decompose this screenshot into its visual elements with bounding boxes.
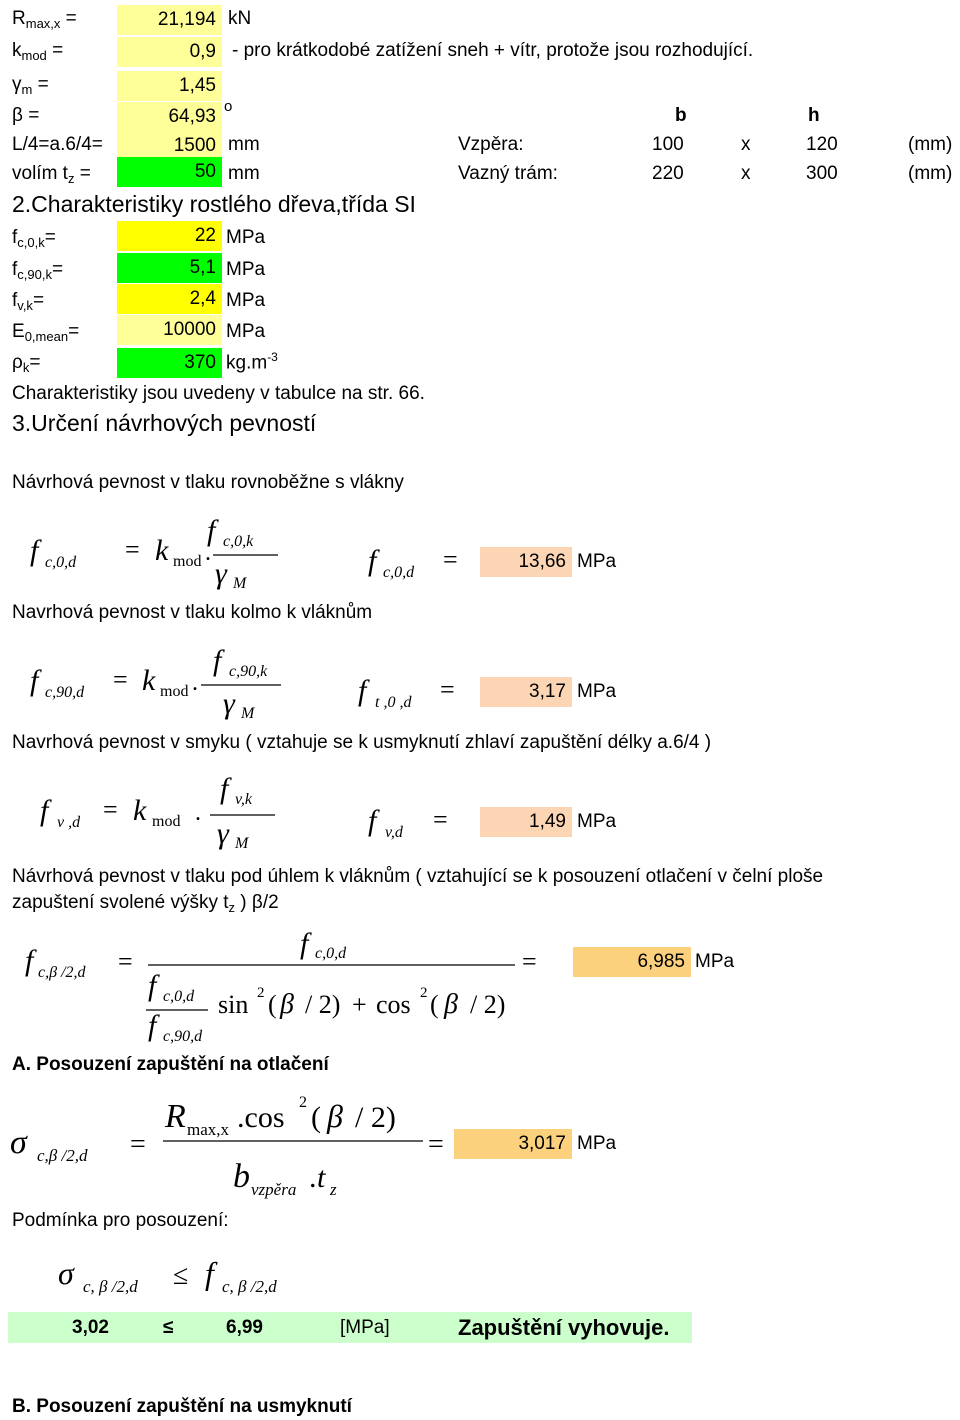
svg-text:M: M bbox=[233, 575, 247, 590]
beam-b: 220 bbox=[652, 163, 684, 184]
svg-text:2: 2 bbox=[257, 985, 265, 1001]
char-label: $f_{v,k}=$ bbox=[12, 290, 45, 313]
svg-text:b: b bbox=[233, 1158, 250, 1195]
svg-text:k: k bbox=[155, 534, 169, 567]
strut-x: x bbox=[741, 134, 751, 155]
char-note: Charakteristiky jsou uvedeny v tabulce na str. 66. bbox=[12, 383, 425, 404]
svg-text:c,0,d: c,0,d bbox=[163, 988, 195, 1005]
sectionB-title: B. Posouzení zapuštění na usmyknutí bbox=[12, 1396, 352, 1417]
svg-text:c, β /2,d: c, β /2,d bbox=[83, 1277, 138, 1296]
svg-text:f: f bbox=[30, 664, 39, 697]
svg-text:c,β /2,d: c,β /2,d bbox=[37, 1146, 88, 1165]
strut-label: Vzpěra: bbox=[458, 134, 524, 155]
svg-text:(: ( bbox=[268, 990, 277, 1019]
result-fc90d: 3,17 bbox=[480, 677, 572, 707]
check-left-value: 3,02 bbox=[72, 1317, 109, 1338]
condition-label: Podmínka pro posouzení: bbox=[12, 1210, 229, 1231]
param-label: β = bbox=[12, 105, 40, 126]
svg-text:R: R bbox=[165, 1098, 186, 1135]
svg-text:vzpěra: vzpěra bbox=[251, 1180, 297, 1199]
section2-title: 2.Charakteristiky rostlého dřeva,třída SI bbox=[12, 191, 416, 217]
svg-text:.: . bbox=[205, 540, 211, 566]
param-unit: mm bbox=[228, 163, 260, 184]
char-label: $f_{c,0,k}=$ bbox=[12, 227, 56, 250]
param-value: 50 bbox=[117, 157, 222, 187]
formula-fc-beta bbox=[20, 925, 550, 1055]
svg-text:mod: mod bbox=[152, 813, 181, 830]
svg-text:/ 2): / 2) bbox=[470, 990, 506, 1019]
svg-text:/ 2): / 2) bbox=[355, 1101, 396, 1134]
char-label: $\rho_k=$ bbox=[12, 352, 41, 375]
svg-text:f: f bbox=[40, 794, 49, 827]
svg-text:γ: γ bbox=[217, 817, 229, 850]
svg-text:cos: cos bbox=[376, 990, 411, 1019]
svg-text:=: = bbox=[522, 947, 537, 976]
char-value: 10000 bbox=[117, 315, 222, 345]
svg-text:f: f bbox=[300, 927, 309, 960]
check-row bbox=[8, 1312, 692, 1343]
desc-shear: Navrhová pevnost v smyku ( vztahuje se k usmyknutí zhlaví zapuštění délky a.6/4 ) bbox=[12, 732, 712, 753]
svg-text:≤: ≤ bbox=[173, 1260, 189, 1291]
svg-text:v,k: v,k bbox=[235, 791, 253, 808]
char-unit: MPa bbox=[226, 321, 266, 342]
param-unit: - pro krátkodobé zatížení sneh + vítr, protože jsou rozhodující. bbox=[232, 40, 754, 61]
svg-text:f: f bbox=[207, 514, 216, 547]
char-value: 22 bbox=[117, 221, 222, 251]
svg-text:f: f bbox=[368, 544, 377, 577]
formula-fvd bbox=[35, 770, 295, 850]
param-label: $\gamma_m$ = bbox=[12, 74, 49, 97]
formula-condition bbox=[55, 1248, 315, 1308]
result-sigma-unit: MPa bbox=[577, 1133, 617, 1154]
svg-text:v,d: v,d bbox=[385, 824, 403, 841]
svg-text:γ: γ bbox=[215, 557, 227, 590]
check-sign: ≤ bbox=[163, 1317, 174, 1338]
param-unit: kN bbox=[228, 8, 252, 29]
svg-text:=: = bbox=[103, 795, 118, 824]
beam-label: Vazný trám: bbox=[458, 163, 558, 184]
char-value: 2,4 bbox=[117, 284, 222, 314]
param-value: 0,9 bbox=[117, 37, 222, 67]
char-label: $f_{c,90,k}=$ bbox=[12, 259, 64, 282]
sectionA-title: A. Posouzení zapuštění na otlačení bbox=[12, 1054, 329, 1075]
svg-text:c,90,d: c,90,d bbox=[163, 1028, 203, 1045]
formula-fvd-result-label bbox=[365, 800, 475, 845]
svg-text:(: ( bbox=[430, 990, 439, 1019]
svg-text:=: = bbox=[125, 535, 140, 564]
col-header-b: b bbox=[675, 105, 687, 126]
desc-compression-parallel: Návrhová pevnost v tlaku rovnoběžne s vlákny bbox=[12, 472, 404, 493]
svg-text:c,90,k: c,90,k bbox=[229, 663, 268, 680]
svg-text:=: = bbox=[130, 1129, 146, 1160]
svg-text:f: f bbox=[358, 674, 367, 707]
param-label: L/4=a.6/4= bbox=[12, 134, 103, 155]
svg-text:.cos: .cos bbox=[237, 1101, 285, 1134]
svg-text:c,0,d: c,0,d bbox=[315, 945, 347, 962]
svg-text:c, β /2,d: c, β /2,d bbox=[222, 1277, 277, 1296]
svg-text:2: 2 bbox=[420, 985, 428, 1001]
result-fc90d-unit: MPa bbox=[577, 681, 617, 702]
svg-text:sin: sin bbox=[218, 990, 249, 1019]
svg-text:σ: σ bbox=[10, 1124, 27, 1161]
svg-text:v ,d: v ,d bbox=[57, 814, 81, 831]
result-fc-beta-unit: MPa bbox=[695, 951, 735, 972]
formula-sigma bbox=[5, 1085, 460, 1210]
svg-text:f: f bbox=[220, 772, 229, 805]
svg-text:z: z bbox=[330, 1180, 337, 1199]
svg-text:+: + bbox=[352, 990, 367, 1019]
result-sigma: 3,017 bbox=[454, 1129, 572, 1159]
param-label: $k_{mod}$ = bbox=[12, 40, 64, 63]
svg-text:M: M bbox=[235, 835, 249, 850]
result-fc-beta: 6,985 bbox=[573, 947, 691, 977]
param-label: volím $t_z$ = bbox=[12, 163, 91, 186]
svg-text:=: = bbox=[428, 1129, 444, 1160]
svg-text:σ: σ bbox=[58, 1255, 74, 1291]
char-unit: MPa bbox=[226, 227, 266, 248]
svg-text:c,β /2,d: c,β /2,d bbox=[38, 964, 86, 981]
svg-text:mod: mod bbox=[173, 553, 202, 570]
desc-angle-line2: zapuštení svolené výšky $t_z$ ) β/2 bbox=[12, 892, 279, 915]
formula-ft0d-result-label bbox=[355, 670, 475, 715]
formula-fc0d bbox=[25, 510, 325, 590]
svg-text:c,0,d: c,0,d bbox=[45, 554, 77, 571]
svg-text:c,0,k: c,0,k bbox=[223, 533, 254, 550]
svg-text:f: f bbox=[30, 534, 39, 567]
char-value: 5,1 bbox=[117, 253, 222, 283]
param-value: 64,93 bbox=[117, 102, 222, 132]
char-unit: MPa bbox=[226, 290, 266, 311]
check-verdict: Zapuštění vyhovuje. bbox=[458, 1315, 670, 1340]
svg-text:t ,0 ,d: t ,0 ,d bbox=[375, 694, 412, 711]
char-unit: $kg.m^{-3}$ bbox=[226, 350, 278, 374]
param-value: 21,194 bbox=[117, 5, 222, 35]
beam-unit: (mm) bbox=[908, 163, 953, 184]
svg-text:c,0,d: c,0,d bbox=[383, 564, 415, 581]
svg-text:f: f bbox=[368, 804, 377, 837]
beam-x: x bbox=[741, 163, 751, 184]
param-label: $R_{max,x}$ = bbox=[12, 8, 77, 31]
formula-fc0d-result-label bbox=[365, 540, 475, 585]
check-unit: [MPa] bbox=[340, 1317, 390, 1338]
svg-text:2: 2 bbox=[299, 1094, 307, 1111]
desc-compression-perpendicular: Navrhová pevnost v tlaku kolmo k vláknům bbox=[12, 602, 373, 623]
strut-b: 100 bbox=[652, 134, 684, 155]
svg-text:=: = bbox=[113, 665, 128, 694]
svg-text:k: k bbox=[142, 664, 156, 697]
result-fc0d: 13,66 bbox=[480, 547, 572, 577]
svg-text:f: f bbox=[213, 644, 222, 677]
svg-text:c,90,d: c,90,d bbox=[45, 684, 85, 701]
svg-text:.: . bbox=[192, 670, 198, 696]
col-header-h: h bbox=[808, 105, 820, 126]
svg-text:k: k bbox=[133, 794, 147, 827]
svg-text:M: M bbox=[241, 705, 255, 720]
section3-title: 3.Určení návrhových pevností bbox=[12, 410, 317, 436]
svg-text:β: β bbox=[280, 989, 294, 1020]
param-value: 1,45 bbox=[117, 71, 222, 101]
svg-text:f: f bbox=[25, 944, 34, 977]
formula-fc90d bbox=[25, 640, 325, 720]
result-fvd-unit: MPa bbox=[577, 811, 617, 832]
svg-text:f: f bbox=[148, 1009, 157, 1042]
svg-text:(: ( bbox=[311, 1101, 321, 1134]
param-value: 1500 bbox=[117, 131, 222, 161]
svg-text:f: f bbox=[148, 969, 157, 1002]
param-unit: mm bbox=[228, 134, 260, 155]
svg-text:.: . bbox=[195, 800, 201, 826]
svg-text:=: = bbox=[433, 805, 448, 834]
char-value: 370 bbox=[117, 348, 222, 378]
strut-h: 120 bbox=[806, 134, 838, 155]
desc-angle-line1: Návrhová pevnost v tlaku pod úhlem k vláknům ( vztahující se k posouzení otlačení v čelní ploše bbox=[12, 866, 824, 887]
svg-text:max,x: max,x bbox=[187, 1120, 230, 1139]
svg-text:β: β bbox=[444, 989, 458, 1020]
check-right-value: 6,99 bbox=[226, 1317, 263, 1338]
svg-text:f: f bbox=[205, 1255, 214, 1291]
svg-text:.: . bbox=[309, 1161, 317, 1194]
beam-h: 300 bbox=[806, 163, 838, 184]
result-fvd: 1,49 bbox=[480, 807, 572, 837]
svg-text:mod: mod bbox=[160, 683, 189, 700]
char-unit: MPa bbox=[226, 259, 266, 280]
strut-unit: (mm) bbox=[908, 134, 953, 155]
svg-text:=: = bbox=[443, 545, 458, 574]
svg-text:=: = bbox=[118, 947, 133, 976]
svg-text:γ: γ bbox=[223, 687, 235, 720]
svg-text:=: = bbox=[440, 675, 455, 704]
char-label: $E_{0,mean}=$ bbox=[12, 321, 80, 344]
result-fc0d-unit: MPa bbox=[577, 551, 617, 572]
svg-text:β: β bbox=[327, 1098, 343, 1134]
param-unit: o bbox=[224, 98, 233, 115]
svg-text:t: t bbox=[317, 1161, 326, 1194]
svg-text:/ 2): / 2) bbox=[305, 990, 341, 1019]
